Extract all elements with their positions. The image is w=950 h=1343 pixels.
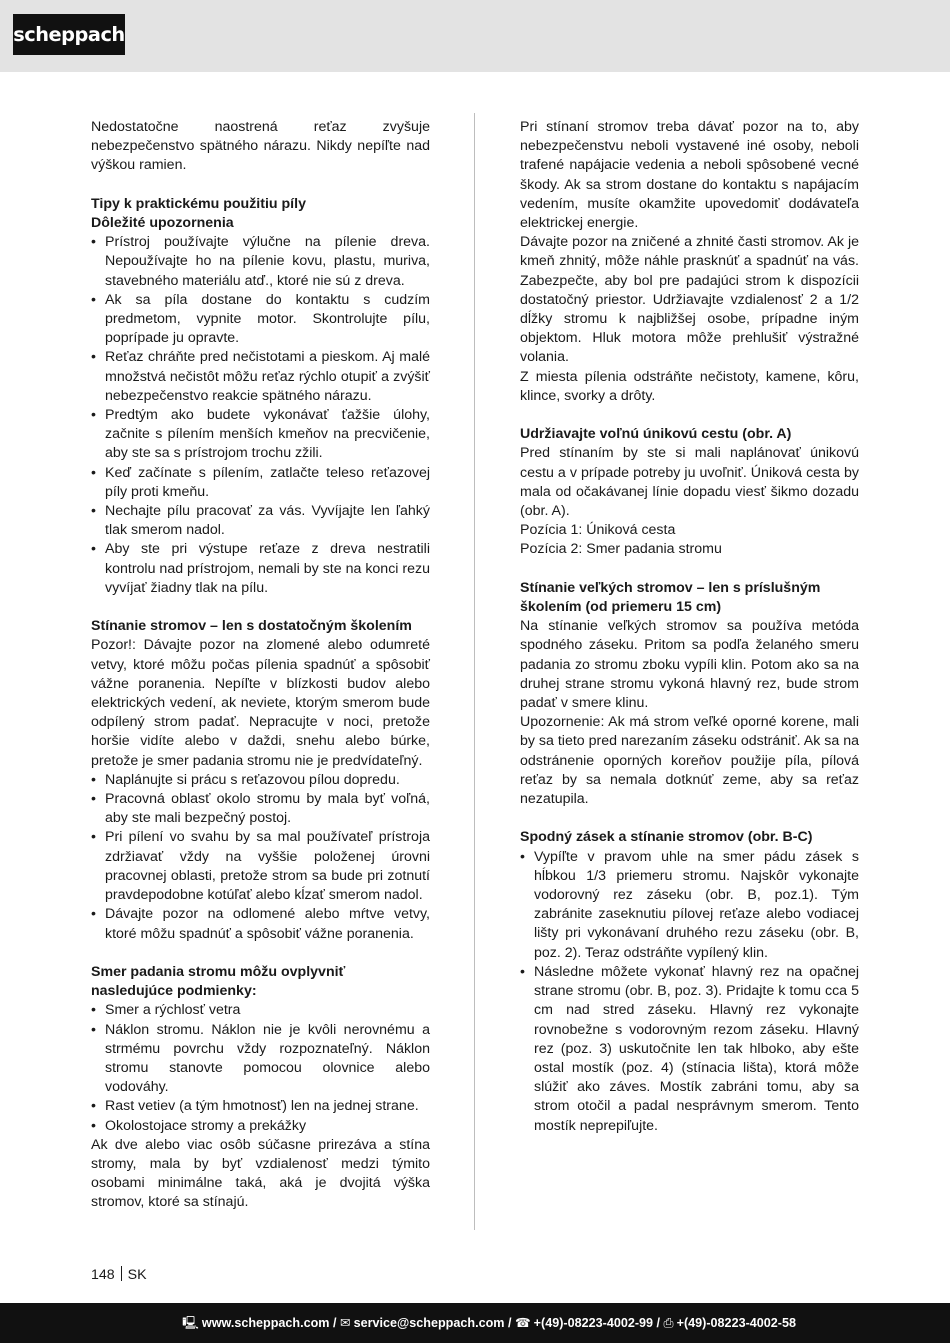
felling-list xyxy=(91,771,430,944)
computer-icon: 🖳 xyxy=(182,1316,199,1330)
direction-list xyxy=(91,1001,430,1135)
list-item: • Ak sa píla dostane do kontaktu s cudzím predmetom, vypnite motor. Skontrolujte pílu, poprípade ju opravte. xyxy=(91,291,430,349)
list-item: • Dávajte pozor na odlomené alebo mŕtve vetvy, ktoré môžu spadnúť a spôsobiť vážne poranenia. xyxy=(91,905,430,943)
right-column xyxy=(520,118,859,1136)
list-item: • Pracovná oblasť okolo stromu by mala byť voľná, aby ste mali bezpečný postoj. xyxy=(91,790,430,828)
page-number-value: 148 xyxy=(91,1267,115,1283)
paragraph-safety: Pri stínaní stromov treba dávať pozor na to, aby nebezpečenstvu neboli vystavené iné osoby, neboli trafené napájacie vedenia a neboli spôsobené vecné škody. Ak sa strom dostane do kontaktu s napájacím vedením, musíte okamžite upovedomiť dodávateľa elektrickej energie. xyxy=(520,119,859,232)
escape-position-2: Pozícia 2: Smer padania stromu xyxy=(520,541,722,558)
list-item: • Aby ste pri výstupe reťaze z dreva nestratili kontrolu nad prístrojom, nemali by ste na konci rezu vyvíjať žiadny tlak na pílu. xyxy=(91,540,430,598)
paragraph-debris: Z miesta pílenia odstráňte nečistoty, kamene, kôru, klince, svorky a drôty. xyxy=(520,368,859,404)
column-divider xyxy=(474,113,475,1230)
list-item: • Prístroj používajte výlučne na pílenie dreva. Nepoužívajte ho na pílenie kovu, plastu, muriva, stavebného materiálu atď., ktoré nie sú z dreva. xyxy=(91,233,430,291)
escape-position-1: Pozícia 1: Úniková cesta xyxy=(520,522,676,539)
list-item: • Pri pílení vo svahu by sa mal používateľ prístroja zdržiavať vždy na vyššie položenej úrovni pracovnej oblasti, pretože strom sa bude pri zotnutí pravdepodobne kotúľať alebo kĺzať smerom nadol. xyxy=(91,828,430,905)
section-heading-felling: Stínanie stromov – len s dostatočným školením xyxy=(91,618,412,635)
page-number xyxy=(91,1266,147,1284)
section-heading-direction: Smer padania stromu môžu ovplyvniť nasledujúce podmienky: xyxy=(91,963,346,1000)
section-subheading-important: Dôležité upozornenia xyxy=(91,215,234,231)
list-item: • Okolostojace stromy a prekážky xyxy=(91,1117,430,1136)
large-trees-warning: Upozornenie: Ak má strom veľké oporné korene, mali by sa tieto pred narezaním záseku odstrániť. Ak sa na odstránenie oporných koreňov použije píla, pílová reťaz by sa nemala dotknúť zeme, aby sa reťaz nezatupila. xyxy=(520,714,859,808)
footer-email-link[interactable]: service@scheppach.com / xyxy=(353,1316,512,1330)
phone-icon: ☎ xyxy=(514,1316,531,1330)
list-item: • Smer a rýchlosť vetra xyxy=(91,1001,430,1020)
footer-fax: +(49)-08223-4002-58 xyxy=(676,1316,796,1330)
felling-paragraph: Pozor!: Dávajte pozor na zlomené alebo odumreté vetvy, ktoré môžu počas pílenia spadnúť a spôsobiť vážne poranenia. Nepíľte v blízkosti budov alebo elektrických vedení, ak neviete, ktorým smerom bude odpílený strom padať. Nepracujte v noci, pretože horšie vidíte alebo v daždi, snehu alebo búrke, pretože je smer padania stromu nie je predvídateľný. xyxy=(91,637,430,769)
intro-paragraph: Nedostatočne naostrená reťaz zvyšuje nebezpečenstvo spätného nárazu. Nikdy nepíľte nad výškou ramien. xyxy=(91,119,430,174)
section-heading-tips: Tipy k praktickému použitiu píly xyxy=(91,195,306,212)
list-item: • Náklon stromu. Náklon nie je kvôli nerovnému a strmému povrchu vždy rozpoznateľný. Náklon stromu stanovte pomocou olovnice alebo vodováhy. xyxy=(91,1021,430,1098)
list-item: • Keď začínate s pílením, zatlačte teleso reťazovej píly proti kmeňu. xyxy=(91,464,430,502)
fax-icon: ⎙ xyxy=(663,1316,674,1330)
list-item: • Nechajte pílu pracovať za vás. Vyvíjajte len ľahký tlak smerom nadol. xyxy=(91,502,430,540)
large-trees-paragraph: Na stínanie veľkých stromov sa používa metóda spodného záseku. Pritom sa podľa želaného smeru padania zo stromu zboku vypíli klin. Potom ako sa na druhej strane stromu vykoná hlavný rez, bude strom padať v smere klinu. xyxy=(520,618,859,712)
tips-list xyxy=(91,233,430,598)
direction-paragraph: Ak dve alebo viac osôb súčasne prirezáva a stína stromy, mala by byť vzdialenosť medzi týmito osobami minimálne taká, aká je dvojitá výška stromov, ktoré sa stínajú. xyxy=(91,1136,430,1211)
list-item: • Reťaz chráňte pred nečistotami a pieskom. Aj malé množstvá nečistôt môžu reťaz rýchlo otupiť a zvýšiť nebezpečenstvo reakcie spätného nárazu. xyxy=(91,348,430,406)
list-item: • Predtým ako budete vykonávať ťažšie úlohy, začnite s pílením menších kmeňov na precvičenie, aby ste sa s prístrojom trochu zžili. xyxy=(91,406,430,464)
language-code: SK xyxy=(127,1267,147,1283)
left-column xyxy=(91,118,430,1213)
notch-list xyxy=(520,848,859,1136)
list-item: • Vypíľte v pravom uhle na smer pádu zásek s hĺbkou 1/3 priemeru stromu. Najskôr vykonajte vodorovný rez záseku (obr. B, poz.1). Tým zabránite zaseknutiu pílovej reťaze alebo vodiacej lišty pri vykonávaní druhého rezu záseku (obr. B, poz. 2). Teraz odstráňte vypílený klin. xyxy=(520,848,859,963)
paragraph-rotten: Dávajte pozor na zničené a zhnité časti stromov. Ak je kmeň zhnitý, môže náhle prasknúť a spadnúť na vás. Zabezpečte, aby bol pre padajúci strom k dispozícii dostatočný priestor. Udržiavajte vzdialenosť 2 a 1/2 dĺžky stromu k najbližšej osobe, prípadne iným objektom. Hluk motora môže prehlušiť výstražné volania. xyxy=(520,234,859,366)
list-item: • Naplánujte si prácu s reťazovou pílou dopredu. xyxy=(91,771,430,790)
footer-contacts xyxy=(182,1316,796,1331)
list-item: • Rast vetiev (a tým hmotnosť) len na jednej strane. xyxy=(91,1097,430,1116)
escape-paragraph: Pred stínaním by ste si mali naplánovať únikovú cestu a v prípade potreby ju uvoľniť. Úniková cesta by mala od očakávanej línie dopadu viesť šikmo dozadu (obr. A). xyxy=(520,445,859,520)
footer-phone: +(49)-08223-4002-99 / xyxy=(533,1316,661,1330)
list-item: • Následne môžete vykonať hlavný rez na opačnej strane stromu (obr. B, poz. 3). Pridajte k tomu cca 5 cm nad stred záseku. Hlavný rez vykonajte rovnobežne s vodorovným rezom záseku. Hlavný rez (poz. 3) uskutočnite len tak hlboko, aby ešte ostal mostík (poz. 4) (stínacia lišta), ktorá môže slúžiť ako záves. Mostík zabráni tomu, aby sa strom otočil a padal nesprávnym smerom. Tento mostík neprepiľujte. xyxy=(520,963,859,1136)
page-number-separator xyxy=(121,1266,122,1281)
footer-web-link[interactable]: www.scheppach.com / xyxy=(201,1316,337,1330)
header-band xyxy=(0,0,950,72)
mail-icon: ✉ xyxy=(340,1316,351,1330)
brand-logo: scheppach xyxy=(13,14,125,55)
section-heading-large-trees: Stínanie veľkých stromov – len s príslušným školením (od priemeru 15 cm) xyxy=(520,579,821,616)
section-heading-escape: Udržiavajte voľnú únikovú cestu (obr. A) xyxy=(520,426,792,443)
section-heading-notch: Spodný zásek a stínanie stromov (obr. B-C) xyxy=(520,829,813,846)
